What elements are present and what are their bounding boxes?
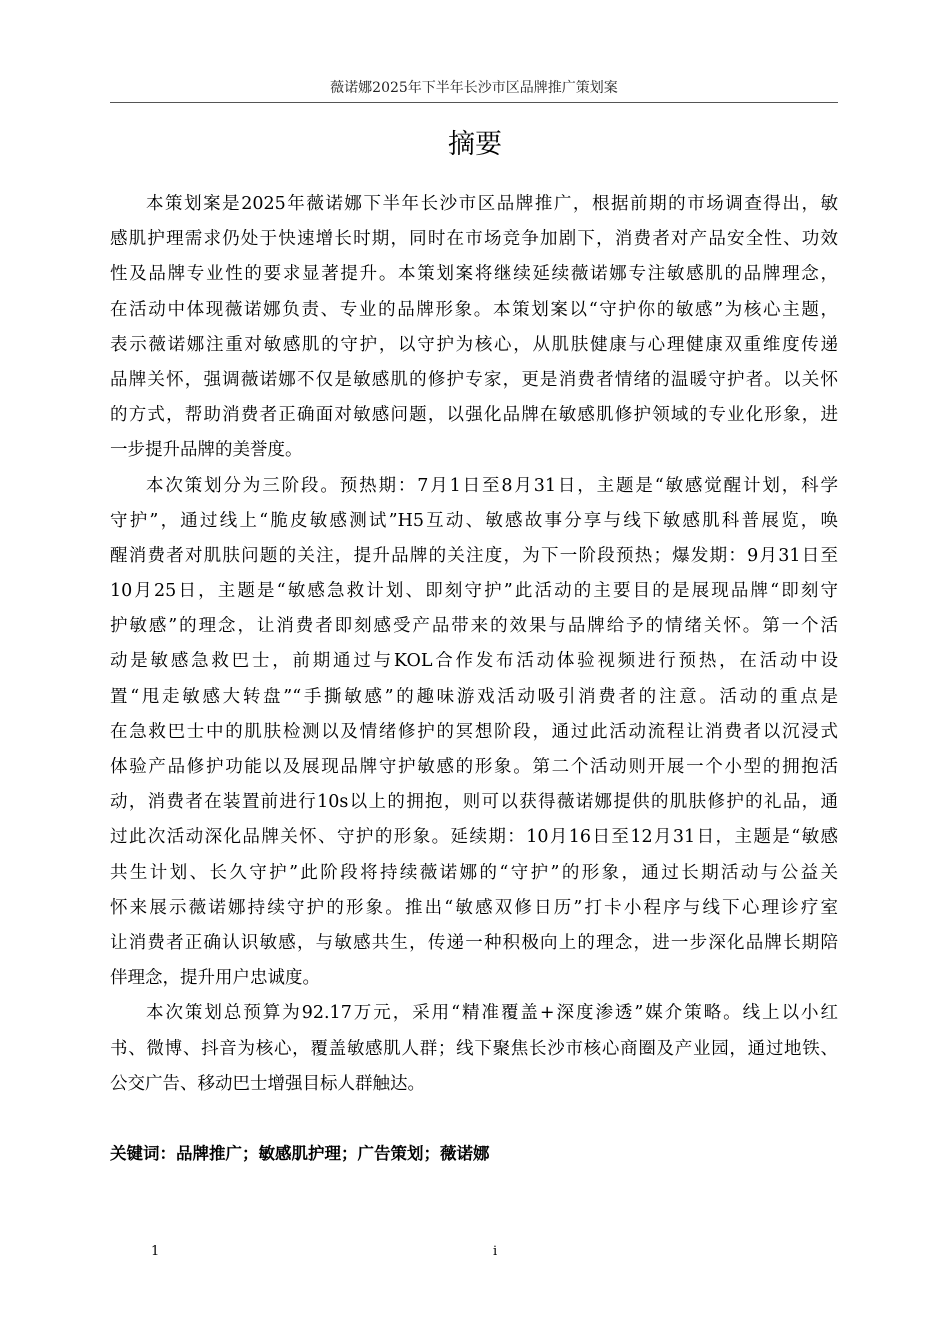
text-line: 性及品牌专业性的要求显著提升。本策划案将继续延续薇诺娜专注敏感肌的品牌理念， — [110, 264, 838, 285]
text-line: 一步提升品牌的美誉度。 — [110, 440, 303, 461]
text-line: 品牌关怀，强调薇诺娜不仅是敏感肌的修护专家，更是消费者情绪的温暖守护者。以关怀 — [110, 369, 838, 390]
text-line: 置“甩走敏感大转盘”“手撕敏感”的趣味游戏活动吸引消费者的注意。活动的重点是 — [110, 686, 838, 707]
text-line: 10月25日，主题是“敏感急救计划、即刻守护”此活动的主要目的是展现品牌“即刻守 — [110, 581, 838, 602]
abstract-body — [110, 187, 838, 1102]
text-line: 怀来展示薇诺娜持续守护的形象。推出“敏感双修日历”打卡小程序与线下心理诊疗室 — [110, 897, 838, 918]
keywords: 关键词：品牌推广；敏感肌护理；广告策划；薇诺娜 — [110, 1144, 490, 1163]
text-line: 护敏感”的理念，让消费者即刻感受产品带来的效果与品牌给予的情绪关怀。第一个活 — [110, 616, 838, 637]
text-line: 本策划案是2025年薇诺娜下半年长沙市区品牌推广，根据前期的市场调查得出，敏 — [146, 194, 838, 214]
text-line: 感肌护理需求仍处于快速增长时期，同时在市场竞争加剧下，消费者对产品安全性、功效 — [110, 229, 838, 250]
text-line: 书、微博、抖音为核心，覆盖敏感肌人群；线下聚焦长沙市核心商圈及产业园，通过地铁、 — [110, 1038, 838, 1059]
text-line: 本次策划分为三阶段。预热期：7月1日至8月31日，主题是“敏感觉醒计划，科学 — [146, 475, 838, 496]
text-line: 让消费者正确认识敏感，与敏感共生，传递一种积极向上的理念，进一步深化品牌长期陪 — [110, 932, 838, 953]
footer-page-number: 1 — [151, 1244, 160, 1259]
page-title: 摘要 — [448, 129, 502, 160]
text-line: 公交广告、移动巴士增强目标人群触达。 — [110, 1073, 425, 1094]
text-line: 伴理念，提升用户忠诚度。 — [110, 968, 320, 989]
footer-roman-page-number: i — [493, 1244, 498, 1259]
abstract-paragraph — [110, 996, 838, 1102]
text-line: 在急救巴士中的肌肤检测以及情绪修护的冥想阶段，通过此活动流程让消费者以沉浸式 — [110, 721, 838, 742]
text-line: 本次策划总预算为92.17万元，采用“精准覆盖+深度渗透”媒介策略。线上以小红 — [146, 1003, 838, 1024]
header-divider — [110, 102, 838, 103]
text-line: 醒消费者对肌肤问题的关注，提升品牌的关注度，为下一阶段预热；爆发期：9月31日至 — [110, 545, 838, 566]
text-line: 动是敏感急救巴士，前期通过与KOL合作发布活动体验视频进行预热，在活动中设 — [110, 651, 838, 672]
text-line: 共生计划、长久守护”此阶段将持续薇诺娜的“守护”的形象，通过长期活动与公益关 — [110, 862, 838, 883]
text-line: 表示薇诺娜注重对敏感肌的守护，以守护为核心，从肌肤健康与心理健康双重维度传递 — [110, 334, 838, 355]
text-line: 过此次活动深化品牌关怀、守护的形象。延续期：10月16日至12月31日，主题是“敏感 — [110, 827, 838, 848]
running-header: 薇诺娜2025年下半年长沙市区品牌推广策划案 — [330, 80, 618, 96]
abstract-paragraph — [110, 469, 838, 997]
text-line: 在活动中体现薇诺娜负责、专业的品牌形象。本策划案以“守护你的敏感”为核心主题， — [110, 299, 838, 320]
text-line: 体验产品修护功能以及展现品牌守护敏感的形象。第二个活动则开展一个小型的拥抱活 — [110, 757, 838, 777]
abstract-paragraph — [110, 187, 838, 469]
text-line: 动，消费者在装置前进行10s以上的拥抱，则可以获得薇诺娜提供的肌肤修护的礼品，通 — [110, 792, 838, 813]
text-line: 守护”，通过线上“脆皮敏感测试”H5互动、敏感故事分享与线下敏感肌科普展览，唤 — [110, 510, 838, 531]
text-line: 的方式，帮助消费者正确面对敏感问题，以强化品牌在敏感肌修护领域的专业化形象，进 — [110, 405, 838, 426]
